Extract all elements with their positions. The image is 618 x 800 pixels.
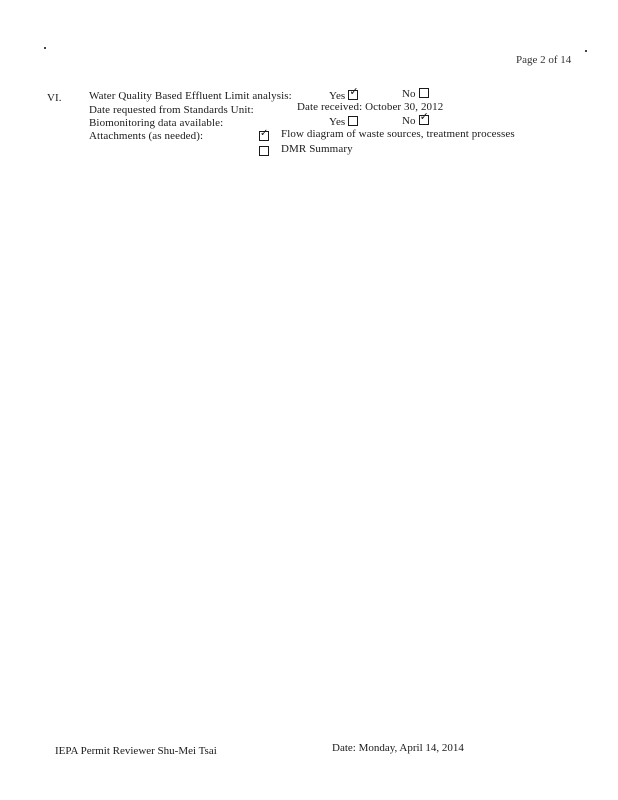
bio-yes (329, 116, 358, 128)
wqbel-yes-checkbox (348, 86, 359, 100)
date-received: Date received: October 30, 2012 (297, 101, 444, 113)
attachment-checkbox-dmr-summary (259, 146, 269, 156)
biomonitoring-label: Biomonitoring data available: (89, 117, 224, 129)
wqbel-yes-label: Yes (329, 90, 346, 102)
bio-no-label: No (402, 115, 416, 127)
check-icon: ✓ (349, 86, 359, 98)
bio-yes-checkbox (348, 116, 358, 126)
check-icon: ✓ (419, 111, 429, 123)
section-number: VI. (47, 92, 62, 104)
attachment-dmr-summary: DMR Summary (281, 143, 353, 155)
footer-date: Date: Monday, April 14, 2014 (332, 742, 464, 754)
wqbel-no-label: No (402, 88, 416, 100)
date-requested-label: Date requested from Standards Unit: (89, 104, 254, 116)
wqbel-no-checkbox (419, 88, 429, 98)
check-icon: ✓ (260, 128, 269, 139)
attachment-flow-diagram: Flow diagram of waste sources, treatment processes (281, 128, 515, 140)
bio-no-checkbox (419, 111, 429, 125)
footer-reviewer: IEPA Permit Reviewer Shu-Mei Tsai (55, 745, 217, 757)
bio-no (402, 111, 429, 127)
page-number: Page 2 of 14 (516, 54, 572, 66)
attachments-label: Attachments (as needed): (89, 130, 204, 142)
wqbel-no (402, 88, 429, 100)
scan-speck (44, 47, 46, 49)
scan-speck (585, 50, 587, 52)
wqbel-label: Water Quality Based Effluent Limit analysis: (89, 90, 292, 102)
attachment-checkbox-flow-diagram (259, 128, 269, 141)
bio-yes-label: Yes (329, 116, 346, 128)
